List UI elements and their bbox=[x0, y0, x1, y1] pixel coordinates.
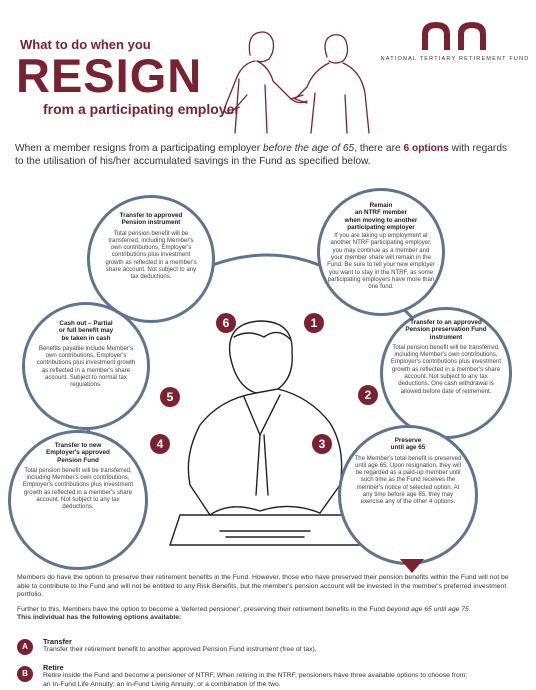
option-1-title: Remain an NTRF member when moving to another participating employer bbox=[344, 202, 418, 231]
sub-option-b-title: Retire bbox=[43, 663, 64, 672]
down-arrow-icon bbox=[400, 559, 424, 573]
option-6-content bbox=[104, 212, 198, 281]
option-1-content bbox=[327, 202, 435, 291]
options-available-heading: This individual has the following options available: bbox=[17, 614, 182, 621]
option-5-title: Cash out – Partial or full benefit may be taken in cash bbox=[58, 320, 114, 342]
title-resign: RESIGN bbox=[16, 49, 203, 102]
deferred-part-c: . bbox=[468, 605, 471, 613]
option-5-body: Benefits payable include Member's own contributions, Employer's contributions plus investment growth as reflected in a member's share account. Subject to normal tax regulations. bbox=[36, 344, 136, 389]
ntrf-logo bbox=[420, 20, 490, 55]
deferred-part-a: Further to this, Members have the option to become a 'deferred pensioner', preserving their retirement benefits in the Fund bbox=[17, 605, 387, 613]
sub-option-b-text-2: an In-Fund Life Annuity; an In-Fund Living Annuity; or a combination of the two. bbox=[43, 681, 281, 688]
title-line-1: What to do when you bbox=[20, 37, 151, 52]
option-1-number: 1 bbox=[304, 313, 324, 333]
option-4-body: Total pension benefit will be transferred, including Member's own contributions, Employer's contributions plus investment growth as reflected in a member's share account. Not subject to any tax deductions. bbox=[22, 466, 134, 511]
option-2-content bbox=[390, 319, 502, 395]
handshake-illustration bbox=[195, 15, 385, 140]
option-3-content bbox=[352, 437, 464, 506]
option-5-number: 5 bbox=[160, 387, 180, 407]
option-6-number: 6 bbox=[216, 313, 236, 333]
option-5-content bbox=[36, 320, 136, 389]
sub-option-a-badge: A bbox=[17, 639, 33, 655]
option-1-body: If you are taking up employment at another NTRF participating employer, you may continue as a member and your member share will remain in the Fund. Be sure to tell your new employer you want to stay in the NTRF, as some participating employers have more than one fund. bbox=[327, 232, 435, 291]
option-2-number: 2 bbox=[358, 385, 378, 405]
sub-option-a-text: Transfer their retirement benefit to another approved Pension Fund instrument (free of tax). bbox=[43, 646, 317, 653]
option-4-title: Transfer to new Employer's approved Pension Fund bbox=[46, 442, 110, 464]
option-6-title: Transfer to approved Pension instrument bbox=[119, 212, 183, 227]
sub-option-b-text: Retire inside the Fund and become a pensioner of NTRF. When retiring in the NTRF, pensioners have three available options to choose from: bbox=[43, 672, 468, 679]
bottom-text bbox=[17, 574, 522, 629]
option-4-content bbox=[22, 442, 134, 511]
org-name: NATIONAL TERTIARY RETIREMENT FUND bbox=[380, 56, 530, 62]
intro-part-2: before the age of 65 bbox=[263, 143, 355, 154]
intro-paragraph bbox=[15, 143, 515, 168]
deferred-part-b: beyond age 65 until age 75 bbox=[386, 605, 469, 613]
intro-part-4: 6 options bbox=[403, 143, 449, 154]
option-2-body: Total pension benefit will be transferred, including Member's own contributions, Employer's contributions plus investment growth as reflected in a member's share account. Not subject to any tax deductions. One cash withdrawal is allowed before date of retirement. bbox=[390, 343, 502, 395]
option-4-number: 4 bbox=[150, 434, 170, 454]
option-3-number: 3 bbox=[312, 434, 332, 454]
option-3-title: Preserve until age 65 bbox=[390, 437, 426, 452]
sub-option-a-title: Transfer bbox=[43, 637, 72, 646]
intro-part-5: with regards to the utilisation of his/her accumulated savings in the Fund as specified below. bbox=[15, 143, 508, 167]
option-2-title: Transfer to an approved Pension preservation Fund instrument bbox=[405, 319, 487, 341]
intro-part-1: When a member resigns from a participating employer bbox=[15, 143, 263, 154]
option-3-body: The Member's total benefit is preserved until age 65. Upon resignation, they will be regarded as a paid-up member until such time as the Fund receives the member's notice of selected option. At any time before age 65, they may exercise any of the other 4 options. bbox=[354, 454, 462, 506]
intro-part-3: , there are bbox=[354, 143, 404, 154]
title-line-3: from a participating employer bbox=[43, 101, 240, 117]
deferred-paragraph bbox=[17, 606, 522, 623]
preserve-paragraph: Members do have the option to preserve their retirement benefits in the Fund. However, those who have preserved their pension benefits within the Fund will not be able to contribute to the Fund and will not be entitled to any Risk Benefits, but the member's pension account will be invested in the member's preferred investment portfolio. bbox=[17, 574, 509, 598]
option-6-body: Total pension benefit will be transferred, including Member's own contributions, Employer's contributions plus investment growth as reflected in a member's share account. Not subject to any tax deductions. bbox=[105, 229, 197, 281]
sub-option-b-badge: B bbox=[17, 666, 33, 682]
